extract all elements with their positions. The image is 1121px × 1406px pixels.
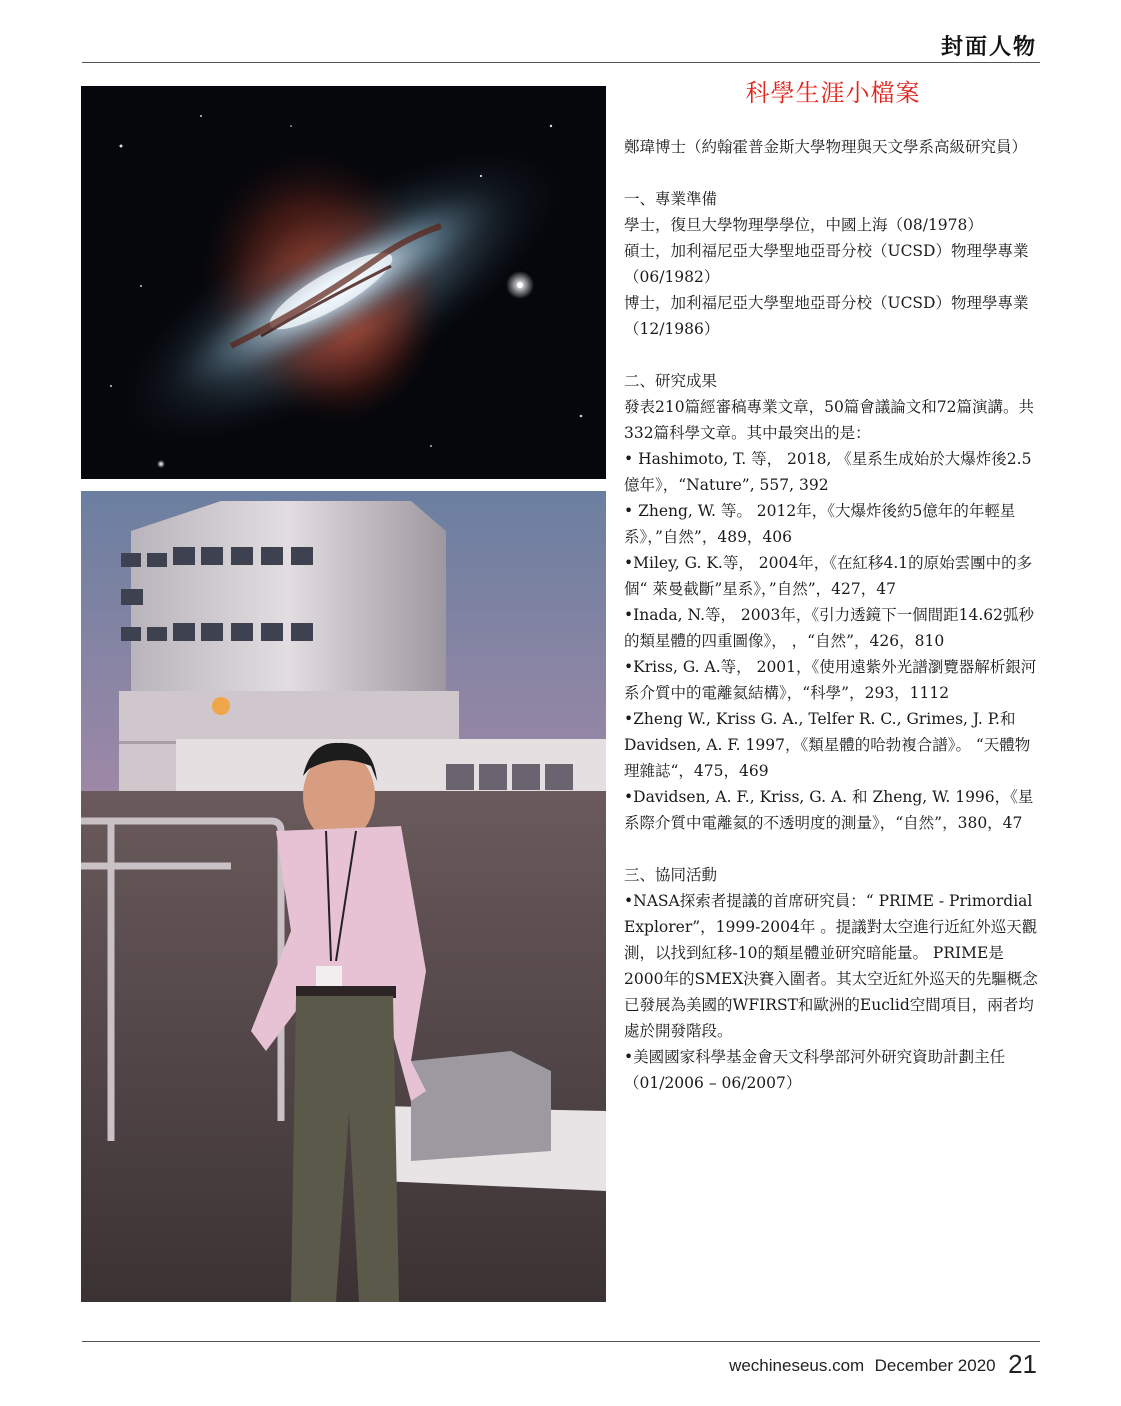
publication-item: •Miley, G. K.等， 2004年，《在紅移4.1的原始雲團中的多個“ 萊曼截斷”星系》，”自然”，427，47 — [624, 554, 1033, 598]
education-heading: 一、專業準備 — [624, 190, 718, 208]
publication-item: •Zheng W., Kriss G. A., Telfer R. C., Grimes, J. P.和Davidsen, A. F. 1997，《類星體的哈勃複合譜》。 “天體物理雜誌“，475，469 — [624, 710, 1031, 780]
observatory-photo — [81, 491, 606, 1302]
publication-item: •Davidsen, A. F., Kriss, G. A. 和 Zheng, W. 1996，《星系際介質中電離氦的不透明度的測量》，“自然”，380，47 — [624, 788, 1034, 832]
publication-item: •Kriss, G. A.等， 2001，《使用遠紫外光譜瀏覽器解析銀河系介質中的電離氦結構》，“科學”，293，1112 — [624, 658, 1037, 702]
publication-item: • Zheng, W. 等。 2012年，《大爆炸後約5億年的年輕星系》，”自然”，489，406 — [624, 502, 1016, 546]
footer-issue-date: December 2020 — [874, 1356, 996, 1375]
research-heading: 二、研究成果 — [624, 372, 718, 390]
profile-title: 科學生涯小檔案 — [745, 79, 921, 107]
education-item: 學士，復旦大學物理學學位，中國上海（08/1978） — [624, 216, 983, 234]
profile-intro: 鄭瑋博士（約翰霍普金斯大學物理與天文學系高級研究員） — [624, 138, 1028, 156]
research-summary: 發表210篇經審稿專業文章，50篇會議論文和72篇演講。共332篇科學文章。其中最突出的是： — [624, 398, 1035, 442]
bottom-divider — [82, 1341, 1040, 1342]
activity-item: •美國國家科學基金會天文科學部河外研究資助計劃主任（01/2006 – 06/2007） — [624, 1048, 1006, 1092]
education-item: 博士，加利福尼亞大學聖地亞哥分校（UCSD）物理學專業（12/1986） — [624, 294, 1029, 338]
section-tag: 封面人物 — [940, 34, 1037, 60]
profile-column — [624, 78, 1042, 1096]
education-item: 碩士，加利福尼亞大學聖地亞哥分校（UCSD）物理學專業（06/1982） — [624, 242, 1029, 286]
page-number: 21 — [1008, 1349, 1037, 1379]
publication-item: • Hashimoto, T. 等， 2018, 《星系生成始於大爆炸後2.5億年》，“Nature”, 557, 392 — [624, 450, 1032, 494]
publication-item: •Inada, N.等， 2003年，《引力透鏡下一個間距14.62弧秒 的類星體的四重圖像》， ，“自然”，426，810 — [624, 606, 1039, 650]
activities-heading: 三、協同活動 — [624, 866, 718, 884]
page-footer — [729, 1349, 1037, 1380]
footer-site: wechineseus.com — [729, 1356, 865, 1375]
galaxy-photo — [81, 86, 606, 479]
activity-item: •NASA探索者提議的首席研究員：“ PRIME - Primordial Explorer”，1999-2004年 。提議對太空進行近紅外巡天觀測，以找到紅移-10的類星體並研究暗能量。 PRIME是2000年的SMEX決賽入圍者。其太空近紅外巡天的先驅概念已發展為美國的WFIRST和歐洲的Euclid空間項目，兩者均處於開發階段。 — [624, 892, 1038, 1040]
top-divider — [82, 62, 1040, 63]
